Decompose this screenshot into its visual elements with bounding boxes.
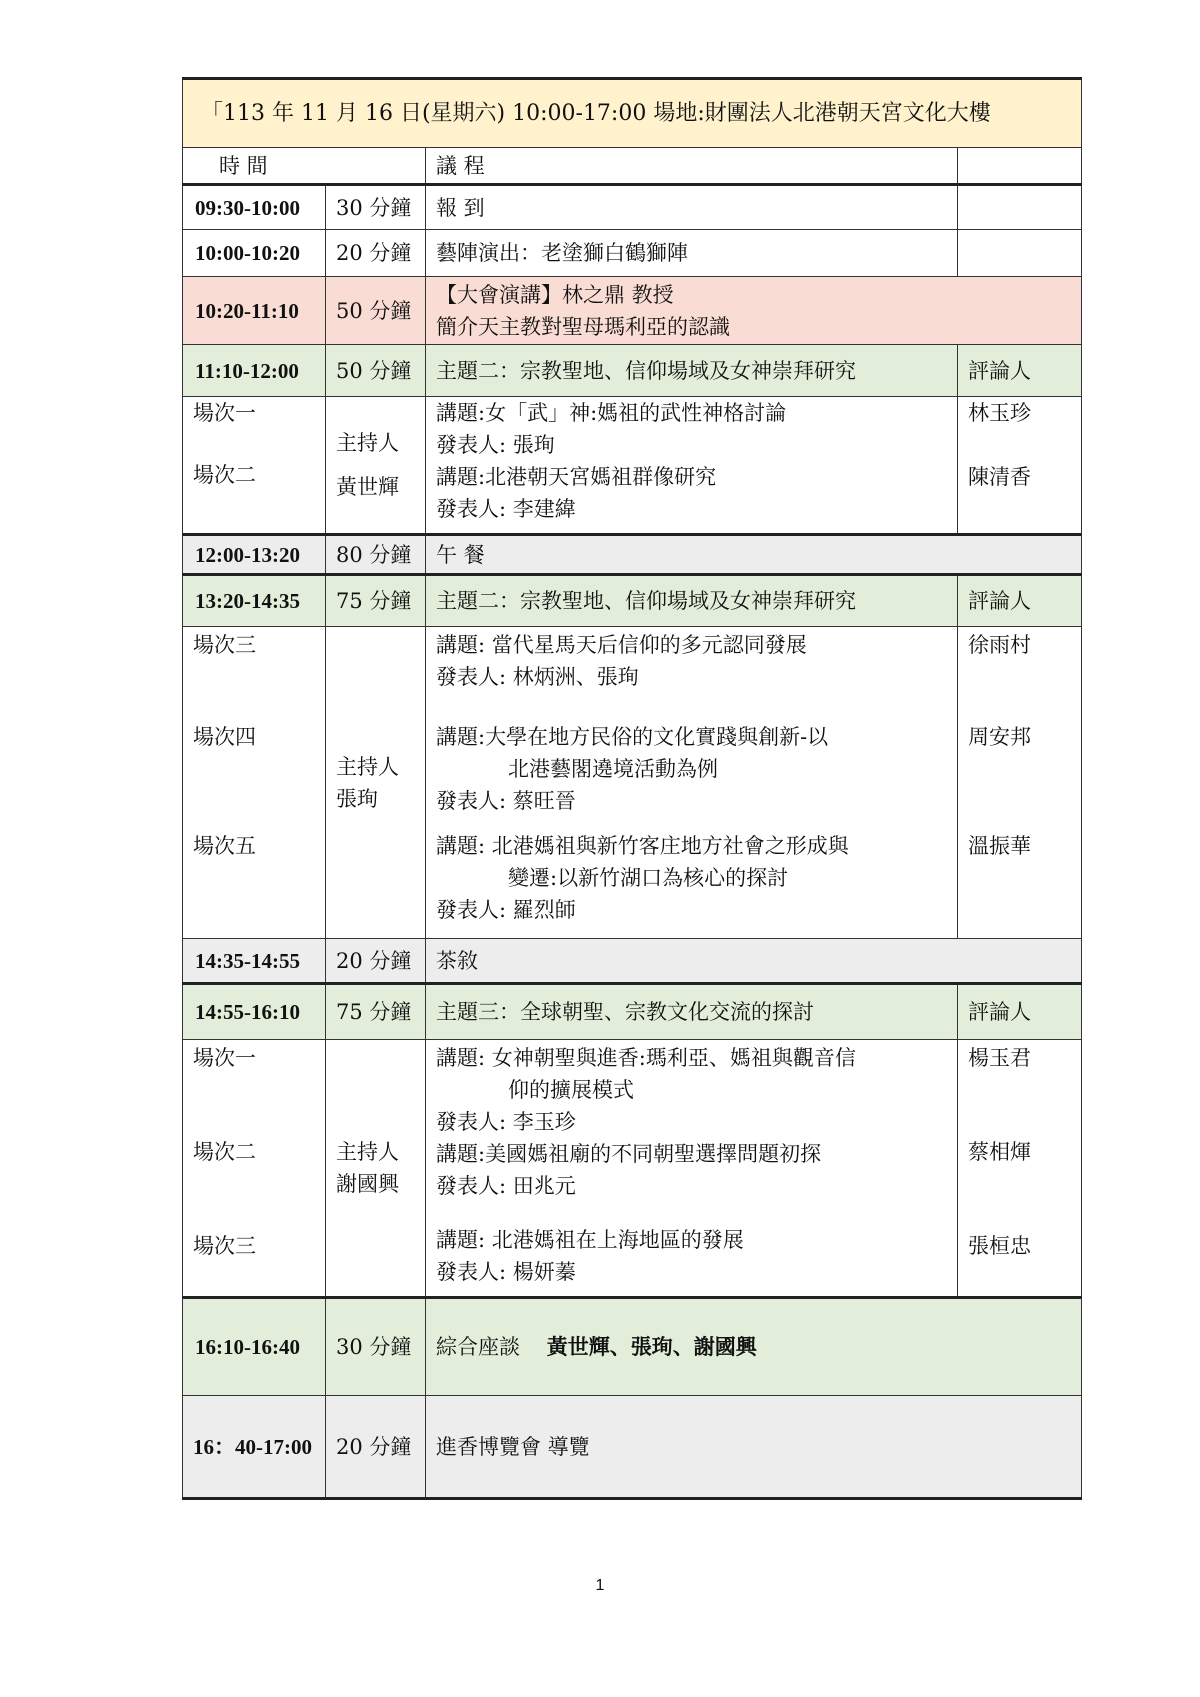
host-cell — [326, 1040, 426, 1298]
host-name: 黃世輝 — [336, 475, 399, 499]
time-column-header: 時 間 — [183, 148, 426, 185]
time-cell: 10:20-11:10 — [183, 277, 326, 345]
panel-names: 黃世輝、張珣、謝國興 — [546, 1334, 757, 1359]
theme-row — [183, 575, 1082, 627]
topics-cell — [426, 1040, 958, 1298]
page-number: 1 — [595, 1577, 605, 1594]
agenda-title: 「113 年 11 月 16 日(星期六) 10:00-17:00 場地:財團法人北港朝天宮文化大樓 — [183, 79, 1082, 148]
presenter: 發表人: 李建緯 — [436, 497, 576, 521]
time-cell: 16:10-16:40 — [183, 1298, 326, 1396]
topic: 講題:女「武」神:媽祖的武性神格討論 — [436, 401, 787, 425]
commentators-cell — [958, 1040, 1082, 1298]
host-label: 主持人 — [336, 754, 399, 779]
time-cell: 11:10-12:00 — [183, 345, 326, 397]
presenter: 發表人: 林炳洲、張珣 — [436, 665, 639, 689]
presenter: 發表人: 李玉珍 — [436, 1110, 576, 1134]
duration-cell: 50 分鐘 — [326, 277, 426, 345]
topic-continued: 變遷:以新竹湖口為核心的探討 — [508, 866, 789, 890]
blank-column-header — [958, 148, 1082, 185]
commentator: 蔡相煇 — [968, 1140, 1031, 1164]
session-label: 場次三 — [193, 1234, 256, 1258]
session-label: 場次一 — [193, 401, 256, 425]
keynote-cell — [426, 277, 1082, 345]
host-name: 謝國興 — [336, 1172, 399, 1196]
theme-cell: 主題三：全球朝聖、宗教文化交流的探討 — [426, 984, 958, 1040]
commentators-cell — [958, 397, 1082, 535]
duration-cell: 20 分鐘 — [326, 1396, 426, 1499]
host-name: 張珣 — [336, 786, 378, 811]
presenter: 發表人: 楊妍蓁 — [436, 1260, 576, 1284]
commentator: 溫振華 — [968, 834, 1031, 858]
host-cell — [326, 627, 426, 939]
topic-continued: 仰的擴展模式 — [508, 1078, 634, 1102]
time-cell: 10:00-10:20 — [183, 230, 326, 277]
agenda-page — [182, 77, 1081, 1500]
time-cell: 14:55-16:10 — [183, 984, 326, 1040]
host-label: 主持人 — [336, 1140, 399, 1164]
theme-row — [183, 984, 1082, 1040]
topics-cell — [426, 627, 958, 939]
keynote-title: 【大會演講】林之鼎 教授 — [436, 282, 674, 307]
time-cell: 09:30-10:00 — [183, 185, 326, 230]
host-label: 主持人 — [336, 431, 399, 455]
time-cell: 16：40-17:00 — [183, 1396, 326, 1499]
agenda-cell: 進香博覽會 導覽 — [426, 1396, 1082, 1499]
topic: 講題: 北港媽祖在上海地區的發展 — [436, 1228, 744, 1252]
duration-cell: 30 分鐘 — [326, 185, 426, 230]
commentator-header: 評論人 — [958, 575, 1082, 627]
session-block — [183, 397, 1082, 535]
tea-break-row — [183, 939, 1082, 984]
session-label: 場次三 — [193, 633, 256, 657]
time-cell: 12:00-13:20 — [183, 535, 326, 575]
agenda-cell: 午 餐 — [426, 535, 1082, 575]
presenter: 發表人: 蔡旺晉 — [436, 789, 576, 813]
topic: 講題: 北港媽祖與新竹客庄地方社會之形成與 — [436, 834, 849, 858]
agenda-cell: 茶敘 — [426, 939, 1082, 984]
duration-cell: 75 分鐘 — [326, 984, 426, 1040]
session-list — [183, 627, 326, 939]
duration-cell: 50 分鐘 — [326, 345, 426, 397]
presenter: 發表人: 田兆元 — [436, 1174, 576, 1198]
session-label: 場次四 — [193, 725, 256, 749]
agenda-cell: 藝陣演出：老塗獅白鶴獅陣 — [426, 230, 958, 277]
topic-continued: 北港藝閣遶境活動為例 — [508, 757, 718, 781]
topic: 講題:大學在地方民俗的文化實踐與創新-以 — [436, 725, 829, 749]
duration-cell: 30 分鐘 — [326, 1298, 426, 1396]
blank-cell — [958, 185, 1082, 230]
time-cell: 14:35-14:55 — [183, 939, 326, 984]
table-row — [183, 230, 1082, 277]
commentator-header: 評論人 — [958, 984, 1082, 1040]
theme-cell: 主題二：宗教聖地、信仰場域及女神崇拜研究 — [426, 575, 958, 627]
commentator: 徐雨村 — [968, 633, 1031, 657]
commentator: 周安邦 — [968, 725, 1031, 749]
agenda-table — [182, 77, 1082, 1500]
session-label: 場次二 — [193, 463, 256, 487]
host-cell — [326, 397, 426, 535]
lunch-row — [183, 535, 1082, 575]
commentators-cell — [958, 627, 1082, 939]
theme-row — [183, 345, 1082, 397]
session-label: 場次一 — [193, 1046, 256, 1070]
session-label: 場次五 — [193, 834, 256, 858]
commentator: 林玉珍 — [968, 401, 1031, 425]
presenter: 發表人: 羅烈師 — [436, 898, 576, 922]
session-list — [183, 1040, 326, 1298]
topic: 講題: 女神朝聖與進香:瑪利亞、媽祖與觀音信 — [436, 1046, 856, 1070]
tour-row — [183, 1396, 1082, 1499]
commentator: 陳清香 — [968, 465, 1031, 489]
session-label: 場次二 — [193, 1140, 256, 1164]
column-header-row — [183, 148, 1082, 185]
topic: 講題:美國媽祖廟的不同朝聖選擇問題初探 — [436, 1142, 822, 1166]
table-row — [183, 185, 1082, 230]
topic: 講題:北港朝天宮媽祖群像研究 — [436, 465, 717, 489]
session-block — [183, 1040, 1082, 1298]
keynote-subtitle: 簡介天主教對聖母瑪利亞的認識 — [436, 314, 730, 339]
duration-cell: 20 分鐘 — [326, 939, 426, 984]
keynote-row — [183, 277, 1082, 345]
commentator: 張桓忠 — [968, 1234, 1031, 1258]
commentator-header: 評論人 — [958, 345, 1082, 397]
theme-cell: 主題二：宗教聖地、信仰場域及女神崇拜研究 — [426, 345, 958, 397]
presenter: 發表人: 張珣 — [436, 433, 555, 457]
panel-label: 綜合座談 — [436, 1335, 520, 1359]
session-block — [183, 627, 1082, 939]
title-row — [183, 79, 1082, 148]
commentator: 楊玉君 — [968, 1046, 1031, 1070]
time-cell: 13:20-14:35 — [183, 575, 326, 627]
session-list — [183, 397, 326, 535]
topic: 講題: 當代星馬天后信仰的多元認同發展 — [436, 633, 807, 657]
duration-cell: 75 分鐘 — [326, 575, 426, 627]
duration-cell: 20 分鐘 — [326, 230, 426, 277]
blank-cell — [958, 230, 1082, 277]
agenda-cell — [426, 1298, 1082, 1396]
duration-cell: 80 分鐘 — [326, 535, 426, 575]
topics-cell — [426, 397, 958, 535]
panel-discussion-row — [183, 1298, 1082, 1396]
agenda-column-header: 議 程 — [426, 148, 958, 185]
agenda-cell: 報 到 — [426, 185, 958, 230]
